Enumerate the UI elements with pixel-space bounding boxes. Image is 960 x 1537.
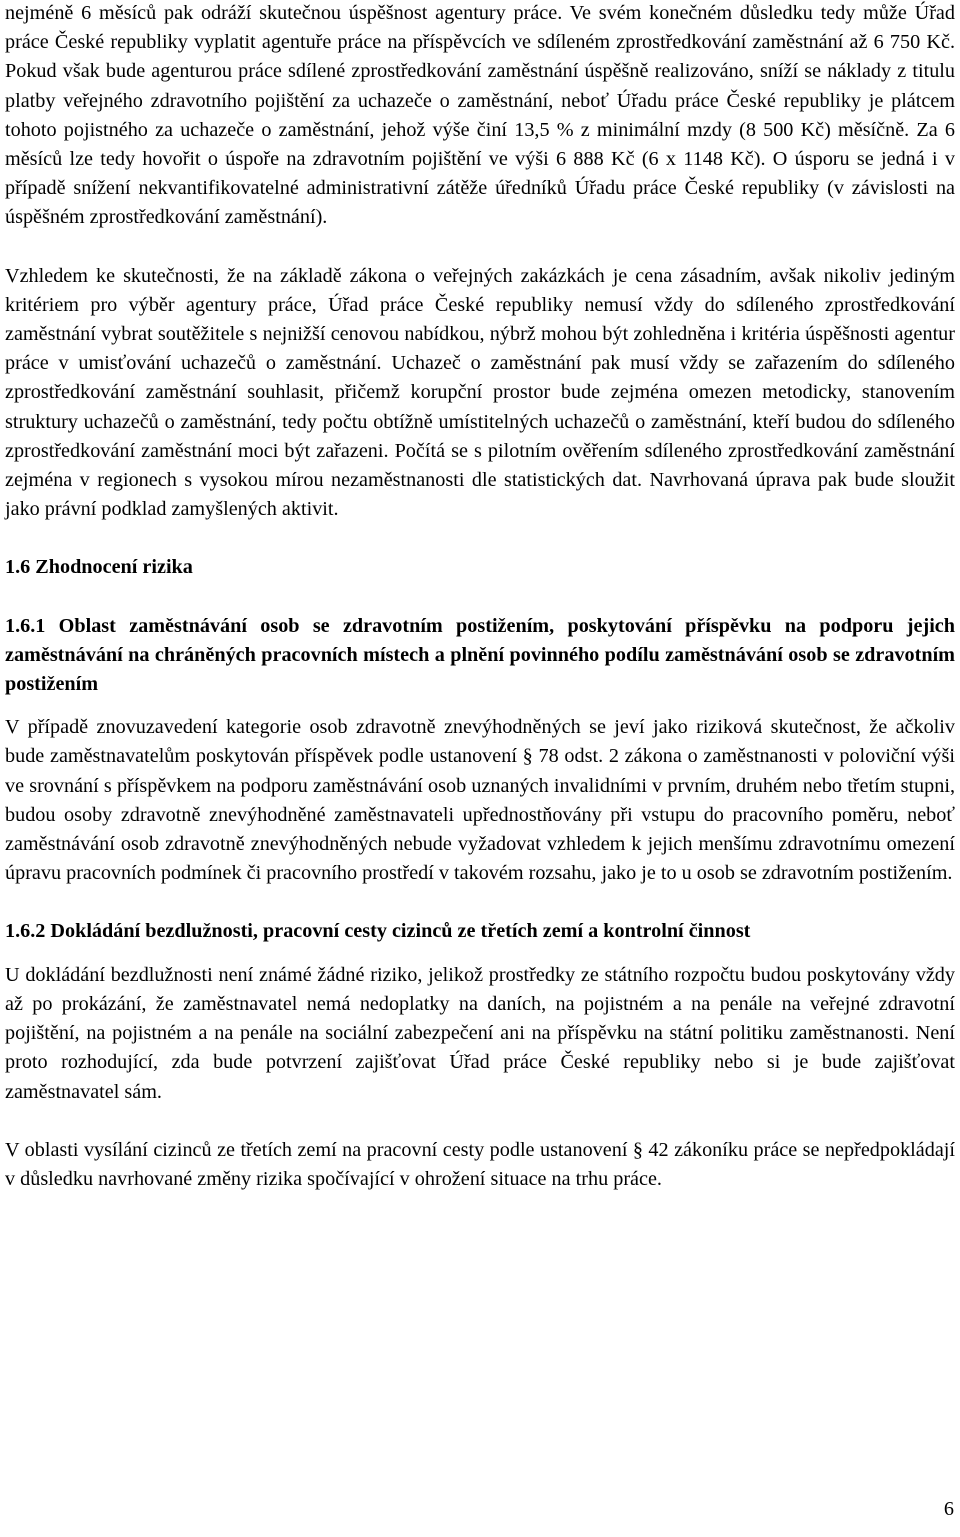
- paragraph-savings: nejméně 6 měsíců pak odráží skutečnou úspěšnost agentury práce. Ve svém konečném důsledku tedy může Úřad práce České republiky vyplatit agentuře práce na příspěvcích ve sdíleném zprostředkování zaměstnání až 6 750 Kč. Pokud však bude agenturou práce sdílené zprostředkování zaměstnání úspěšně realizováno, sníží se náklady z titulu platby veřejného zdravotního pojištění za uchazeče o zaměstnání, neboť Úřadu práce České republiky je plátcem tohoto pojistného za uchazeče o zaměstnání, jehož výše činí 13,5 % z minimální mzdy (8 500 Kč) měsíčně. Za 6 měsíců lze tedy hovořit o úspoře na zdravotním pojištění ve výši 6 888 Kč (6 x 1148 Kč). O úsporu se jedná i v případě snížení nekvantifikovatelné administrativní zátěže úředníků Úřadu práce České republiky (v závislosti na úspěšném zprostředkování zaměstnání).: [5, 2, 955, 229]
- heading-disabled-employment: 1.6.1 Oblast zaměstnávání osob se zdravotním postižením, poskytování příspěvku na podporu jejich zaměstnávání na chráněných pracovních místech a plnění povinného podílu zaměstnávání osob se zdravotním postižením: [5, 614, 955, 696]
- paragraph-foreign-workers: V oblasti vysílání cizinců ze třetích zemí na pracovní cesty podle ustanovení § 42 zákoníku práce se nepředpokládají v důsledku navrhované změny rizika spočívající v ohrožení situace na trhu práce.: [5, 1138, 955, 1190]
- heading-risk-assessment: 1.6 Zhodnocení rizika: [5, 556, 193, 579]
- heading-debt-free-proof: 1.6.2 Dokládání bezdlužnosti, pracovní cesty cizinců ze třetích zemí a kontrolní činnost: [5, 920, 751, 943]
- paragraph-disabled-risk: V případě znovuzavedení kategorie osob zdravotně znevýhodněných se jeví jako riziková skutečnost, že ačkoliv bude zaměstnavatelům poskytován příspěvek podle ustanovení § 78 odst. 2 zákona o zaměstnanosti v poloviční výši ve srovnání s příspěvkem na podporu zaměstnávání osob uznaných invalidními v prvním, druhém nebo třetím stupni, budou osoby zdravotně znevýhodněné zaměstnavateli upřednostňovány při vstupu do pracovního poměru, neboť zaměstnávání osob zdravotně znevýhodněných nebude vyžadovat vzhledem k jejich menšímu zdravotnímu omezení úpravu pracovních podmínek či pracovního prostředí v takovém rozsahu, jako je to u osob se zdravotním postižením.: [5, 716, 955, 885]
- paragraph-public-procurement: Vzhledem ke skutečnosti, že na základě zákona o veřejných zakázkách je cena zásadním, avšak nikoliv jediným kritériem pro výběr agentury práce, Úřad práce České republiky nemusí vždy do sdíleného zprostředkování zaměstnání vybrat soutěžitele s nejnižší cenovou nabídkou, nýbrž mohou být zohledněna i kritéria úspěšnosti agentur práce v umisťování uchazečů o zaměstnání. Uchazeč o zaměstnání pak musí vždy se zařazením do sdíleného zprostředkování zaměstnání souhlasit, přičemž korupční prostor bude zejména omezen metodicky, stanovením struktury uchazečů o zaměstnání, tedy počtu obtížně umístitelných uchazečů o zaměstnání, kteří budou do sdíleného zprostředkování zaměstnání moci být zařazeni. Počítá se s pilotním ověřením sdíleného zprostředkování zaměstnání zejména v regionech s vysokou mírou nezaměstnanosti dle statistických dat. Navrhovaná úprava pak bude sloužit jako právní podklad zamyšlených aktivit.: [5, 264, 955, 521]
- page-number: 6: [943, 1498, 954, 1520]
- paragraph-debt-free-risk: U dokládání bezdlužnosti není známé žádné riziko, jelikož prostředky ze státního rozpočtu budou poskytovány vždy až po prokázání, že zaměstnavatel nemá nedoplatky na daních, na pojistném a na penále na veřejné zdravotní pojištění, na pojistném a na penále na sociální zabezpečení ani na příspěvku na státní politiku zaměstnanosti. Není proto rozhodující, zda bude potvrzení zajišťovat Úřad práce České republiky nebo si je bude zajišťovat zaměstnavatel sám.: [5, 963, 955, 1103]
- document-page: [5, 0, 955, 1194]
